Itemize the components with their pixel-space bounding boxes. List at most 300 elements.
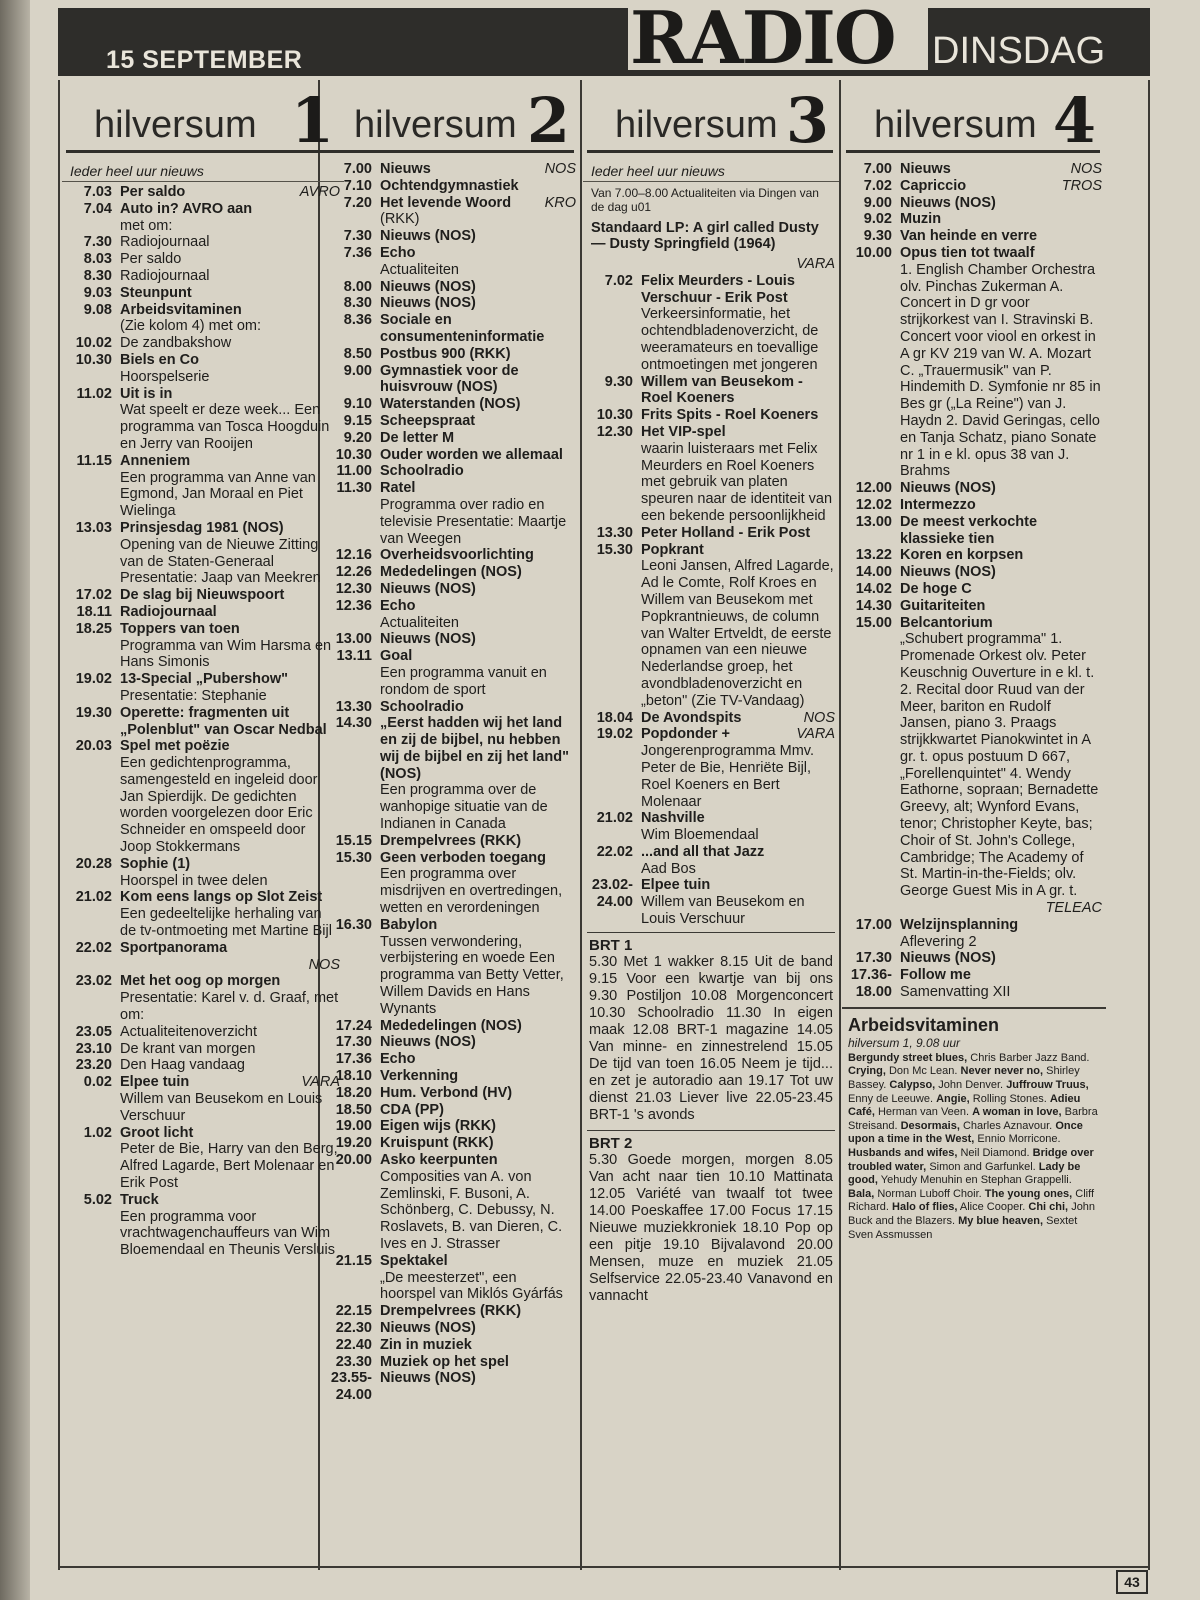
program-description: Een programma over misdrijven en overtredingen, wetten en verordeningen — [380, 866, 563, 917]
program-item — [842, 615, 1106, 901]
program-body — [120, 386, 344, 453]
column-hilversum-1 — [62, 86, 344, 1568]
program-time: 12.02 — [855, 496, 892, 513]
program-title: Nieuws (NOS) — [900, 950, 996, 967]
program-title: Nieuws (NOS) — [380, 295, 476, 312]
program-body — [900, 615, 1106, 901]
program-title: Babylon — [380, 916, 438, 933]
program-item — [322, 1051, 580, 1068]
program-time: 18.25 — [75, 620, 112, 637]
program-time: 23.30 — [335, 1353, 372, 1370]
song-artist: Don Mc Lean. — [888, 1065, 958, 1078]
header-title: RADIO — [630, 0, 895, 80]
program-time: 7.02 — [863, 177, 892, 194]
program-time: 11.02 — [76, 385, 112, 402]
program-description: Een gedichtenprogramma, samengesteld en ingeleid door Jan Spierdijk. De gedichten worden voorgelezen door Eric Schneider en omspeeld door Joop Stokkermans — [120, 755, 318, 856]
program-time: 14.02 — [855, 580, 892, 597]
program-time: 9.20 — [343, 429, 372, 446]
program-time: 18.11 — [76, 603, 112, 620]
program-description: „De meesterzet", een hoorspel van Miklós Gyárfás — [380, 1269, 563, 1303]
program-description: Willem van Beusekom en Louis Verschuur — [120, 1091, 323, 1124]
program-title: Overheidsvoorlichting — [380, 547, 534, 564]
program-description: Een programma vanuit en rondom de sport — [380, 664, 547, 698]
program-body — [380, 547, 580, 564]
program-body — [900, 564, 1106, 581]
program-body — [120, 973, 344, 1023]
program-time: 8.36 — [343, 312, 372, 329]
program-item — [322, 1370, 580, 1404]
program-description: Actualiteitenoverzicht — [120, 1023, 258, 1040]
program-time: 8.30 — [83, 267, 112, 284]
program-item — [583, 407, 839, 424]
program-time: 22.40 — [335, 1336, 372, 1353]
program-item — [62, 386, 344, 453]
program-title: Asko keerpunten — [380, 1152, 498, 1169]
program-title: De slag bij Nieuwspoort — [120, 587, 285, 604]
program-item — [62, 184, 344, 201]
program-body — [380, 245, 580, 279]
station-name: hilversum — [615, 104, 778, 146]
column-hilversum-2 — [322, 86, 580, 1568]
program-time: 21.02 — [75, 889, 112, 906]
program-time: 7.20 — [343, 194, 372, 211]
program-item — [62, 335, 344, 352]
program-body — [380, 1354, 580, 1371]
program-title: Ochtendgymnastiek — [380, 177, 519, 194]
program-time: 7.00 — [863, 161, 892, 177]
program-body — [900, 245, 1106, 480]
broadcaster-tag: NOS — [803, 709, 835, 726]
program-time — [62, 957, 120, 974]
program-description: Een programma over de wanhopige situatie van de Indianen in Canada — [380, 782, 548, 833]
program-item — [322, 1085, 580, 1102]
program-time: 10.02 — [75, 335, 112, 352]
program-description: Presentatie: Stephanie — [120, 687, 267, 704]
song-artist: Shirley Bassey. — [848, 1065, 1080, 1092]
program-description: Aflevering 2 — [900, 933, 977, 950]
program-body — [380, 447, 580, 464]
program-time: 12.30 — [596, 423, 633, 440]
broadcaster-tag: NOS — [544, 161, 576, 177]
program-time: 13.03 — [75, 519, 112, 536]
program-time: 15.30 — [596, 541, 633, 558]
program-item — [842, 581, 1106, 598]
song-artist: Norman Luboff Choir. — [877, 1187, 982, 1200]
program-title: CDA (PP) — [380, 1101, 444, 1118]
program-body — [120, 285, 344, 302]
program-title: Gymnastiek voor de huisvrouw (NOS) — [380, 362, 519, 396]
program-item — [322, 1018, 580, 1035]
program-title: Scheepspraat — [380, 412, 476, 429]
program-title: Groot licht — [120, 1124, 194, 1141]
program-item — [322, 396, 580, 413]
program-item — [62, 587, 344, 604]
song-artist: Herman van Veen. — [877, 1106, 970, 1119]
program-description: met om: — [120, 217, 173, 234]
program-body — [120, 738, 344, 856]
program-body — [380, 161, 580, 178]
program-body — [380, 195, 580, 229]
brt2-block — [583, 1133, 839, 1307]
program-item — [62, 1192, 344, 1259]
program-description: De zandbakshow — [120, 335, 232, 352]
program-item — [62, 738, 344, 856]
program-item — [322, 631, 580, 648]
program-body — [120, 251, 344, 268]
column-rule — [580, 80, 582, 1570]
program-time: 7.00 — [343, 161, 372, 177]
program-item — [322, 480, 580, 547]
program-item — [62, 453, 344, 520]
program-item — [322, 648, 580, 698]
song-title: Lady be good, — [848, 1160, 1081, 1187]
program-body — [120, 201, 344, 235]
program-description: Samenvatting XII — [900, 984, 1011, 1001]
program-body — [641, 877, 839, 927]
program-item — [322, 564, 580, 581]
program-item — [62, 705, 344, 739]
program-body — [900, 480, 1106, 497]
program-item — [583, 525, 839, 542]
program-time: 23.10 — [75, 1040, 112, 1057]
program-title: Nieuws (NOS) — [900, 194, 996, 211]
program-time: 19.30 — [75, 704, 112, 721]
program-item — [583, 374, 839, 408]
program-item — [583, 726, 839, 810]
program-title: Frits Spits - Roel Koeners — [641, 407, 819, 424]
station-header — [66, 86, 338, 157]
song-title: Never never no, — [960, 1065, 1044, 1078]
program-description: Willem van Beusekom en Louis Verschuur — [641, 894, 805, 928]
program-time: 21.15 — [335, 1252, 372, 1269]
header-date: 15 SEPTEMBER — [106, 46, 303, 74]
program-time: 9.00 — [863, 194, 892, 211]
broadcaster-tag: KRO — [544, 194, 576, 211]
program-body — [900, 581, 1106, 598]
station-number: 2 — [526, 86, 570, 157]
program-title: Nieuws (NOS) — [900, 564, 996, 581]
program-title: Guitariteiten — [900, 597, 986, 614]
song-title: Bridge over troubled water, — [848, 1147, 1094, 1173]
program-body — [380, 413, 580, 430]
program-body — [380, 581, 580, 598]
program-body — [380, 396, 580, 413]
program-body — [380, 1135, 580, 1152]
program-item — [62, 302, 344, 336]
program-body — [380, 178, 580, 195]
program-item — [322, 1034, 580, 1051]
program-item — [842, 917, 1106, 951]
program-body — [380, 1118, 580, 1135]
station-header — [587, 86, 833, 157]
program-body — [380, 564, 580, 581]
program-item — [842, 161, 1106, 178]
program-item — [322, 1118, 580, 1135]
program-time: 8.50 — [343, 345, 372, 362]
arbeidsvitaminen-list — [842, 1050, 1106, 1244]
program-title: Welzijnsplanning — [900, 916, 1019, 933]
program-body — [380, 295, 580, 312]
program-time: 18.10 — [335, 1068, 372, 1085]
program-item — [842, 245, 1106, 480]
program-title: Ratel — [380, 480, 416, 497]
program-item — [62, 621, 344, 671]
header-day: DINSDAG — [932, 30, 1106, 72]
program-body — [120, 234, 344, 251]
program-body — [900, 195, 1106, 212]
program-item — [322, 1320, 580, 1337]
program-body — [641, 256, 839, 273]
program-item — [62, 251, 344, 268]
song-title: The young ones, — [984, 1187, 1073, 1200]
program-item — [322, 1337, 580, 1354]
program-item — [842, 564, 1106, 581]
program-title: Muzin — [900, 211, 942, 228]
song-artist: Chris Barber Jazz Band. — [970, 1051, 1090, 1064]
program-title: De Avondspits — [641, 709, 742, 726]
program-description: Programma over radio en televisie Presentatie: Maartje van Weegen — [380, 496, 567, 547]
program-item — [842, 211, 1106, 228]
program-item — [842, 497, 1106, 514]
program-time: 13.30 — [596, 524, 633, 541]
program-title: 13-Special „Pubershow" — [120, 671, 289, 688]
program-title: Drempelvrees (RKK) — [380, 832, 522, 849]
song-title: Bala, — [848, 1187, 875, 1200]
program-item — [322, 430, 580, 447]
program-body — [120, 1074, 344, 1124]
program-title: Geen verboden toegang — [380, 849, 546, 866]
broadcaster-tag: VARA — [796, 256, 835, 272]
program-body — [380, 463, 580, 480]
program-item — [322, 850, 580, 917]
program-description: Den Haag vandaag — [120, 1057, 245, 1074]
program-time: 18.04 — [596, 709, 633, 726]
program-time: 23.55-24.00 — [330, 1370, 372, 1404]
program-body — [120, 671, 344, 705]
program-title: Operette: fragmenten uit „Polenblut" van Oscar Nedbal — [120, 704, 327, 738]
program-body — [380, 631, 580, 648]
program-title: ...and all that Jazz — [641, 843, 765, 860]
program-body — [380, 833, 580, 850]
arbeidsvitaminen-subtitle: hilversum 1, 9.08 uur — [848, 1035, 961, 1050]
program-time: 20.28 — [75, 855, 112, 872]
program-title: Koren en korpsen — [900, 547, 1024, 564]
program-description: Composities van A. von Zemlinski, F. Busoni, A. Schönberg, C. Debussy, N. Roslavets, B. van Dieren, C. Ives en J. Strasser — [380, 1168, 563, 1252]
program-body — [380, 480, 580, 547]
program-body — [380, 1253, 580, 1303]
program-title: Nieuws (NOS) — [380, 1319, 476, 1336]
program-title: Sophie (1) — [120, 855, 191, 872]
program-title: Mededelingen (NOS) — [380, 1017, 522, 1034]
program-description: Radiojournaal — [120, 234, 210, 251]
program-title: Verkenning — [380, 1068, 459, 1085]
program-time: 17.24 — [335, 1017, 372, 1034]
program-time: 17.30 — [855, 950, 892, 967]
station-header — [846, 86, 1100, 157]
program-time: 9.08 — [83, 301, 112, 318]
program-body — [380, 1102, 580, 1119]
program-time: 10.30 — [596, 407, 633, 424]
program-body — [120, 453, 344, 520]
program-body — [120, 889, 344, 939]
song-title: A woman in love, — [972, 1106, 1062, 1119]
program-time: 10.30 — [335, 446, 372, 463]
program-item — [842, 480, 1106, 497]
program-title: Anneniem — [120, 452, 191, 469]
program-title: Willem van Beusekom - Roel Koeners — [641, 373, 803, 407]
program-title: Spel met poëzie — [120, 738, 230, 755]
program-body — [900, 967, 1106, 1001]
program-time: 8.03 — [83, 251, 112, 268]
program-body — [900, 917, 1106, 951]
program-description: Hoorspelserie — [120, 368, 210, 385]
program-item — [842, 547, 1106, 564]
program-body — [900, 161, 1106, 178]
program-item — [62, 940, 344, 957]
column-rule — [1148, 80, 1150, 1570]
program-time: 11.30 — [336, 480, 372, 497]
program-title: Per saldo — [120, 184, 186, 200]
program-title: Sociale en consumenteninformatie — [380, 312, 545, 345]
program-time: 10.00 — [855, 244, 892, 261]
program-body — [380, 363, 580, 397]
broadcaster-tag: NOS — [308, 956, 340, 973]
program-title: Toppers van toen — [120, 620, 240, 637]
program-time: 9.00 — [343, 362, 372, 379]
station-number: 4 — [1052, 86, 1096, 157]
program-body — [380, 598, 580, 632]
program-item — [62, 856, 344, 890]
program-title: Echo — [380, 1051, 416, 1068]
song-artist: Cliff Richard. — [848, 1187, 1094, 1214]
program-time: 19.02 — [75, 671, 112, 688]
program-description: Opening van de Nieuwe Zitting van de Staten-Generaal Presentatie: Jaap van Meekren — [120, 536, 321, 587]
program-title: Elpee tuin — [641, 877, 711, 894]
program-body — [641, 407, 839, 424]
program-item — [322, 699, 580, 716]
program-item — [322, 581, 580, 598]
program-time: 19.02 — [596, 726, 633, 743]
hourly-news-note: Ieder heel uur nieuws — [583, 161, 839, 182]
program-body — [900, 514, 1106, 548]
program-item — [62, 973, 344, 1023]
program-body — [380, 648, 580, 698]
program-body — [641, 542, 839, 710]
program-title: Nieuws (NOS) — [380, 1370, 476, 1387]
program-body — [380, 917, 580, 1018]
program-title: Echo — [380, 244, 416, 261]
program-item — [842, 195, 1106, 212]
program-title: Sportpanorama — [120, 939, 228, 956]
program-time: 1.02 — [83, 1124, 112, 1141]
song-title: Husbands and wifes, — [848, 1147, 958, 1159]
program-body — [120, 1024, 344, 1041]
program-body — [641, 844, 839, 878]
program-description: Per saldo — [120, 251, 182, 268]
program-body — [120, 520, 344, 587]
song-title: Chi chi, — [1028, 1201, 1069, 1214]
program-item — [322, 1303, 580, 1320]
program-title: Zin in muziek — [380, 1336, 472, 1353]
program-body — [380, 346, 580, 363]
program-body — [641, 525, 839, 542]
program-body — [120, 940, 344, 957]
page-header — [58, 0, 1150, 80]
program-body — [900, 228, 1106, 245]
program-item — [583, 256, 839, 273]
program-description: Programma van Wim Harsma en Hans Simonis — [120, 637, 332, 671]
program-description: (Zie kolom 4) met om: — [120, 318, 261, 335]
program-time: 17.36 — [335, 1051, 372, 1068]
program-title: Het levende Woord — [380, 194, 512, 211]
program-time: 13.30 — [335, 698, 372, 715]
song-title: Once upon a time in the West, — [848, 1119, 1083, 1146]
program-item — [322, 917, 580, 1018]
program-description: Tussen verwondering, verbijstering en woede Een programma van Betty Vetter, Willem Davids en Hans Wynants — [380, 933, 564, 1017]
program-title: De hoge C — [900, 580, 972, 597]
program-item — [583, 710, 839, 727]
program-title: Truck — [120, 1191, 159, 1208]
program-description: Verkeersinformatie, het ochtendbladenoverzicht, de weeramateurs en toevallige ontmoetingen met jongeren — [641, 306, 819, 373]
program-time: 0.02 — [83, 1074, 112, 1091]
program-item — [583, 877, 839, 927]
program-time: 9.15 — [343, 412, 372, 429]
program-title: Kruispunt (RKK) — [380, 1135, 494, 1152]
program-body — [900, 497, 1106, 514]
program-time: 8.00 — [343, 278, 372, 295]
song-title: Crying, — [848, 1065, 886, 1078]
program-body — [120, 1192, 344, 1259]
program-item — [62, 234, 344, 251]
program-body — [120, 957, 344, 974]
program-description: (RKK) — [380, 211, 420, 228]
program-item — [322, 178, 580, 195]
program-title: Popkrant — [641, 541, 704, 558]
program-title: Intermezzo — [900, 496, 976, 513]
station-name: hilversum — [354, 104, 517, 146]
column-rule — [58, 80, 60, 1570]
program-item — [62, 671, 344, 705]
program-item — [62, 268, 344, 285]
program-item — [322, 279, 580, 296]
program-description: Peter de Bie, Harry van den Berg, Alfred Lagarde, Bert Molenaar en Erik Post — [120, 1141, 338, 1192]
song-artist: Charles Aznavour. — [962, 1119, 1053, 1132]
program-time: 9.03 — [83, 284, 112, 301]
program-time: 7.10 — [343, 177, 372, 194]
program-body — [641, 273, 839, 374]
program-title: Schoolradio — [380, 463, 464, 480]
song-title: Halo of flies, — [892, 1201, 958, 1214]
program-body — [380, 1320, 580, 1337]
program-description: Leoni Jansen, Alfred Lagarde, Ad le Comte, Rolf Kroes en Willem van Beusekom met Popkrantnieuws, de column van Walter Ertveldt, de eerste opnamen van een nieuwe Nederlandse groep, het avondbladenoverzicht en „beton" (Zie TV-Vandaag) — [641, 558, 834, 709]
program-description: Radiojournaal — [120, 267, 210, 284]
program-time — [583, 256, 641, 273]
program-item — [322, 1068, 580, 1085]
program-title: Radiojournaal — [120, 603, 217, 620]
program-title: Nieuws (NOS) — [380, 228, 476, 245]
program-item — [842, 967, 1106, 1001]
brt2-schedule: 5.30 Goede morgen, morgen 8.05 Van acht naar tien 10.10 Mattinata 12.05 Variété van twaalf tot twee 14.00 Poeskaffee 17.00 Focus 17.15 Nieuwe muziekkroniek 18.10 Pop op een pitje 19.10 Bijvalavond 20.00 Mensen, muze en muziek 21.05 Selfservice 22.05-23.40 Vanavond en vannacht — [589, 1151, 833, 1304]
program-title: Nieuws (NOS) — [380, 631, 476, 648]
program-title: Postbus 900 (RKK) — [380, 345, 511, 362]
song-artist: Simon and Garfunkel. — [929, 1160, 1036, 1173]
program-body — [120, 1057, 344, 1074]
program-body — [120, 1125, 344, 1192]
station-number: 1 — [290, 86, 334, 157]
program-time: 12.00 — [855, 480, 892, 497]
program-title: Peter Holland - Erik Post — [641, 524, 811, 541]
program-item — [842, 598, 1106, 615]
